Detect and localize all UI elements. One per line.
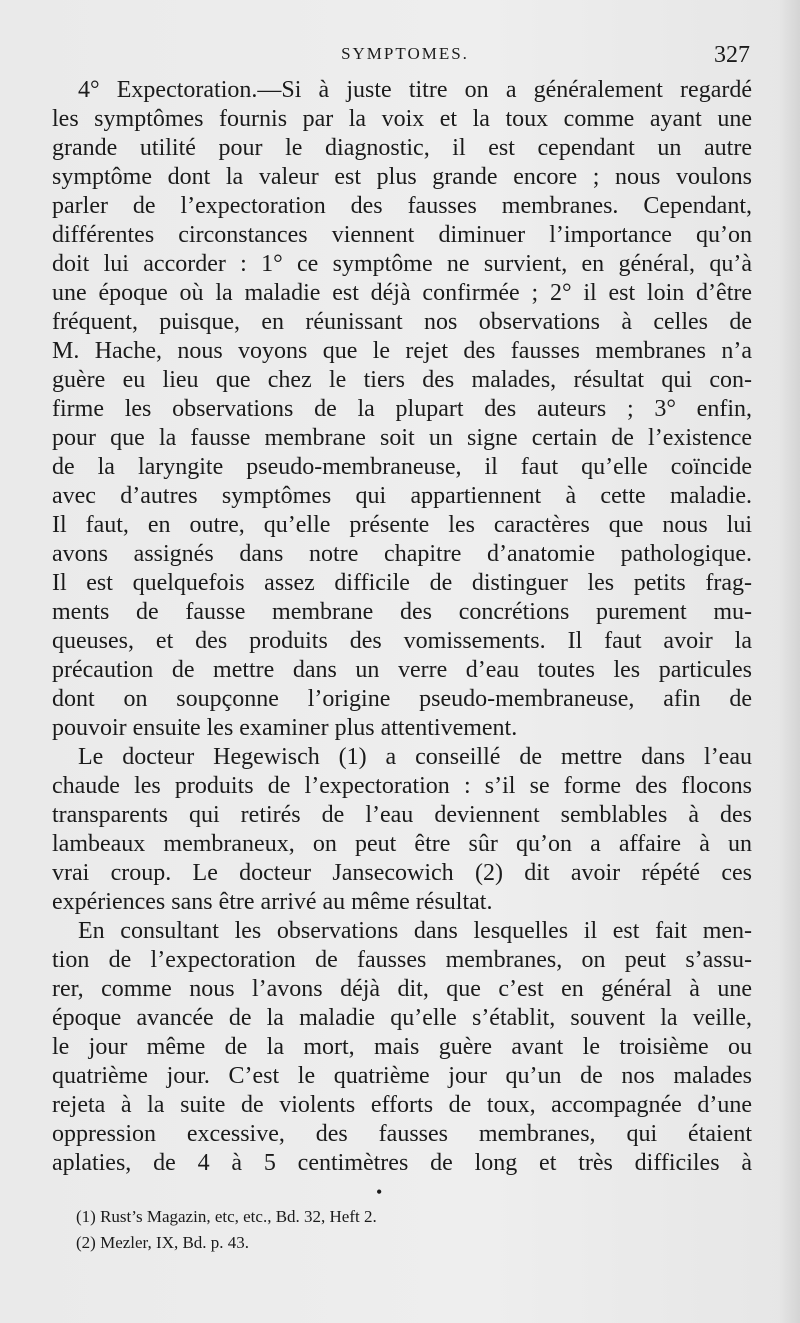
text-line: Le docteur Hegewisch (1) a conseillé de mettre dans l’eau <box>78 744 752 770</box>
footnotes <box>76 1204 377 1256</box>
text-line: expériences sans être arrivé au même résultat. <box>52 889 493 915</box>
text-line: pour que la fausse membrane soit un signe certain de l’existence <box>52 425 752 451</box>
text-line: dont on soupçonne l’origine pseudo-membraneuse, afin de <box>52 686 752 712</box>
text-line: époque avancée de la maladie qu’elle s’établit, souvent la veille, <box>52 1005 752 1031</box>
text-line: ments de fausse membrane des concrétions purement mu- <box>52 599 752 625</box>
text-line: lambeaux membraneux, on peut être sûr qu’on a affaire à un <box>52 831 752 857</box>
footnote: (1) Rust’s Magazin, etc, etc., Bd. 32, Heft 2. <box>76 1207 377 1226</box>
footnote-marker: • <box>376 1182 383 1202</box>
text-line: En consultant les observations dans lesquelles il est fait men- <box>78 918 752 944</box>
text-line: Il est quelquefois assez difficile de distinguer les petits frag- <box>52 570 752 596</box>
text-line: avec d’autres symptômes qui appartiennent à cette maladie. <box>52 483 752 509</box>
text-line: grande utilité pour le diagnostic, il est cependant un autre <box>52 135 752 161</box>
text-line: rer, comme nous l’avons déjà dit, que c’est en général à une <box>52 976 752 1002</box>
text-line: chaude les produits de l’expectoration : s’il se forme des flocons <box>52 773 752 799</box>
text-line: fréquent, puisque, en réunissant nos observations à celles de <box>52 309 752 335</box>
text-line: aplaties, de 4 à 5 centimètres de long et très difficiles à <box>52 1150 752 1176</box>
running-title: SYMPTOMES. <box>341 44 469 63</box>
text-line: rejeta à la suite de violents efforts de toux, accompagnée d’une <box>52 1092 752 1118</box>
page-edge-shadow <box>778 0 800 1323</box>
text-line: précaution de mettre dans un verre d’eau toutes les particules <box>52 657 752 683</box>
footnote: (2) Mezler, IX, Bd. p. 43. <box>76 1233 250 1252</box>
text-line: le jour même de la mort, mais guère avant le troisième ou <box>52 1034 752 1060</box>
text-line: différentes circonstances viennent diminuer l’importance qu’on <box>52 222 752 248</box>
text-line: parler de l’expectoration des fausses membranes. Cependant, <box>52 193 752 219</box>
text-line: avons assignés dans notre chapitre d’anatomie pathologique. <box>52 541 752 567</box>
text-line: de la laryngite pseudo-membraneuse, il faut qu’elle coïncide <box>52 454 752 480</box>
text-line: guère eu lieu que chez le tiers des malades, résultat qui con- <box>52 367 752 393</box>
text-line: une époque où la maladie est déjà confirmée ; 2° il est loin d’être <box>52 280 752 306</box>
text-line: quatrième jour. C’est le quatrième jour qu’un de nos malades <box>52 1063 752 1089</box>
text-line: oppression excessive, des fausses membranes, qui étaient <box>52 1121 752 1147</box>
page-number: 327 <box>714 42 750 68</box>
text-line: 4° Expectoration.—Si à juste titre on a généralement regardé <box>78 77 752 103</box>
text-line: pouvoir ensuite les examiner plus attentivement. <box>52 715 518 741</box>
text-line: vrai croup. Le docteur Jansecowich (2) dit avoir répété ces <box>52 860 752 886</box>
text-line: tion de l’expectoration de fausses membranes, on peut s’assu- <box>52 947 752 973</box>
text-line: firme les observations de la plupart des auteurs ; 3° enfin, <box>52 396 752 422</box>
text-line: M. Hache, nous voyons que le rejet des fausses membranes n’a <box>52 338 752 364</box>
text-line: Il faut, en outre, qu’elle présente les caractères que nous lui <box>52 512 752 538</box>
body-text <box>52 76 752 1178</box>
text-line: doit lui accorder : 1° ce symptôme ne survient, en général, qu’à <box>52 251 752 277</box>
text-line: les symptômes fournis par la voix et la toux comme ayant une <box>52 106 752 132</box>
text-line: transparents qui retirés de l’eau deviennent semblables à des <box>52 802 752 828</box>
text-line: queuses, et des produits des vomissements. Il faut avoir la <box>52 628 752 654</box>
running-head <box>60 40 750 68</box>
text-line: symptôme dont la valeur est plus grande encore ; nous voulons <box>52 164 752 190</box>
